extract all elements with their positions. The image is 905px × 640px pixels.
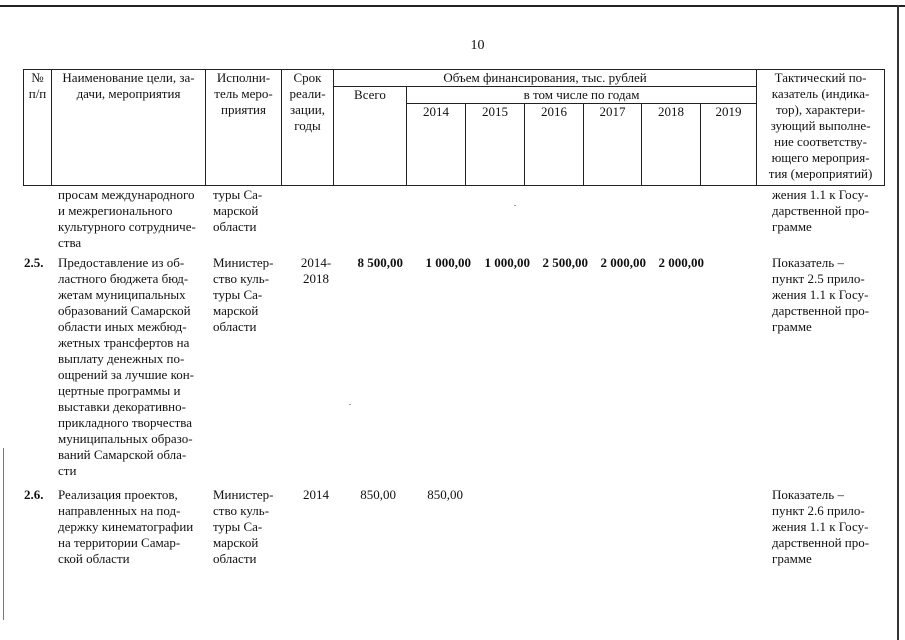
row-2-6-name: Реализация проектов, направленных на под- держку кинематографии на территории Самар- ской области [58,487,194,566]
header-executor: Исполни- тель меро- приятия [206,70,282,186]
header-funding: Объем финансирования, тыс. рублей [334,70,757,87]
row-2-5-num: 2.5. [24,255,44,270]
header-total: Всего [334,87,407,186]
row-2-5-2014: 1 000,00 [425,255,471,270]
row-2-5-term: 2014- 2018 [300,255,332,286]
header-year-2015: 2015 [466,104,525,186]
row-2-5-2015: 1 000,00 [484,255,530,270]
scan-edge-right [897,5,899,640]
row-2-5-2016: 2 500,00 [542,255,588,270]
row-2-5-indicator: Показатель – пункт 2.5 прило- жения 1.1 к Госу- дарственной про- грамме [772,255,870,334]
page-number: 10 [470,38,485,53]
continuation-name: просам международного и межрегионального культурного сотрудниче- ства [58,187,196,250]
row-2-5-executor: Министер- ство куль- туры Са- марской области [213,255,274,334]
continuation-executor: туры Са- марской области [213,187,263,234]
row-2-5-total: 8 500,00 [357,255,403,270]
row-2-6-2014: 850,00 [427,487,463,502]
header-num: № п/п [24,70,52,186]
header-term: Срок реали- зации, годы [282,70,334,186]
row-2-6-num: 2.6. [24,487,44,502]
scan-speck [349,404,351,405]
row-2-6-total: 850,00 [360,487,396,502]
header-year-2019: 2019 [701,104,757,186]
scan-edge-top [0,5,905,7]
continuation-indicator: жения 1.1 к Госу- дарственной про- грамме [772,187,870,234]
row-2-5-2018: 2 000,00 [658,255,704,270]
header-table [23,69,885,186]
header-year-2018: 2018 [642,104,701,186]
row-2-6-indicator: Показатель – пункт 2.6 прило- жения 1.1 к Госу- дарственной про- грамме [772,487,870,566]
header-name: Наименование цели, за- дачи, мероприятия [52,70,206,186]
row-2-5-2017: 2 000,00 [600,255,646,270]
scan-edge-left [3,448,4,620]
row-2-6-executor: Министер- ство куль- туры Са- марской области [213,487,274,566]
header-indicator: Тактический по- казатель (индика- тор), характери- зующий выполне- ние соответству- ющего мероприя- тия (мероприятий) [757,70,885,186]
header-year-2016: 2016 [525,104,584,186]
header-year-2014: 2014 [407,104,466,186]
scan-speck [514,205,516,206]
row-2-5-name: Предоставление из об- ластного бюджета бюд- жетам муниципальных образований Самарской области иных межбюд- жетных трансфертов на выплату денежных по- ощрений за лучшие кон- цертные программы и выставки декоративно- прикладного творчества муниципальных образо- ваний Самарской обла- сти [58,255,195,478]
header-by-years: в том числе по годам [407,87,757,104]
row-2-6-term: 2014 [303,487,329,502]
header-year-2017: 2017 [584,104,642,186]
